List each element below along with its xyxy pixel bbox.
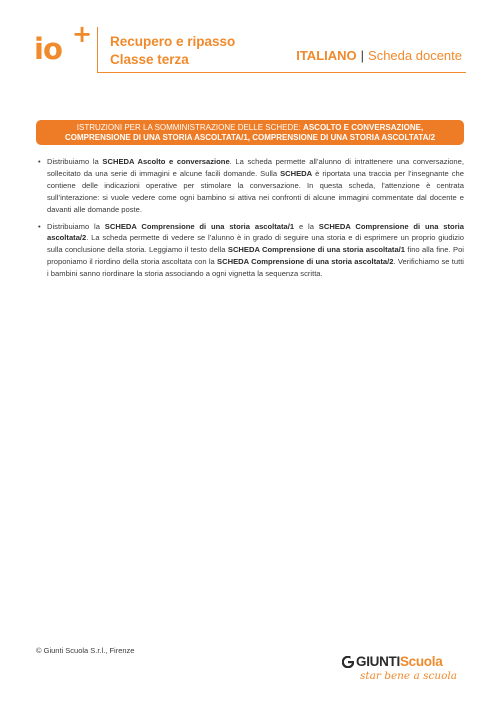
logo-text: io bbox=[34, 32, 62, 66]
text-run: . La scheda permette all’alunno di intrattenere una conversazione, sollecitato da una serie di immagini e alcune facili domande. Sulla bbox=[47, 157, 464, 178]
subject-label bbox=[296, 47, 462, 65]
brand-name-part2: Scuola bbox=[399, 654, 443, 669]
header-rule bbox=[97, 72, 466, 73]
bullet-marker: • bbox=[38, 221, 41, 231]
bullet-marker: • bbox=[38, 157, 41, 166]
io-plus-logo bbox=[34, 20, 93, 68]
text-run: Distribuiamo la bbox=[47, 157, 103, 166]
text-run: Distribuiamo la bbox=[47, 221, 105, 231]
banner-line1-bold: ASCOLTO E CONVERSAZIONE, bbox=[303, 123, 424, 132]
series-title bbox=[110, 33, 235, 69]
bullet-paragraph-1 bbox=[38, 156, 464, 216]
subject-subtitle: Scheda docente bbox=[368, 48, 462, 63]
bold-run: SCHEDA Comprensione di una storia ascoltata/1 bbox=[104, 221, 295, 231]
text-run: e la bbox=[294, 221, 319, 231]
bold-run: SCHEDA Comprensione di una storia ascoltata/1 bbox=[227, 245, 405, 255]
logo-plus: + bbox=[72, 20, 93, 48]
text-run: fino alla fine. Poi proponiamo il riordino della storia ascoltata con la bbox=[47, 245, 464, 267]
series-title-line1: Recupero e ripasso bbox=[110, 34, 236, 49]
brand-tagline: star bene a scuola bbox=[360, 670, 458, 682]
instructions-banner bbox=[36, 120, 464, 145]
subject-separator: | bbox=[360, 48, 365, 63]
brand-name bbox=[356, 654, 442, 670]
bold-run: SCHEDA Comprensione di una storia ascoltata/2 bbox=[47, 221, 464, 243]
giunti-g-icon bbox=[342, 656, 354, 668]
giunti-scuola-logo bbox=[342, 654, 458, 687]
text-run: è riportata una traccia per l’insegnante che contiene delle indicazioni operative per stimolare la conversazione. In questa scheda, l’attenzione è centrata sull’interazione: si vuole vedere come ogni bambino si attiva nei confronti di alcune immagini commentate dal docente e davanti alle domande poste. bbox=[47, 168, 465, 214]
text-run: . Verifichiamo se tutti i bambini sanno riordinare la storia associando a ogni vignetta la sequenza scritta. bbox=[47, 257, 464, 279]
banner-line2: COMPRENSIONE DI UNA STORIA ASCOLTATA/1, COMPRENSIONE DI UNA STORIA ASCOLTATA/2 bbox=[64, 133, 436, 142]
copyright-notice: © Giunti Scuola S.r.l., Firenze bbox=[36, 646, 135, 655]
banner-line1 bbox=[36, 123, 464, 133]
banner-line1-normal: ISTRUZIONI PER LA SOMMINISTRAZIONE DELLE SCHEDE: bbox=[76, 123, 304, 132]
bold-run: SCHEDA Ascolto e conversazione bbox=[102, 157, 230, 166]
text-run: . La scheda permette di vedere se l’alunno è in grado di seguire una storia e di esprimere un proprio giudizio sulla conclusione della storia. Leggiamo il testo della bbox=[47, 233, 464, 255]
instructions-body bbox=[38, 156, 464, 285]
bullet-paragraph-2 bbox=[38, 221, 464, 281]
header-vertical-divider bbox=[97, 27, 98, 73]
brand-name-part1: GIUNTI bbox=[356, 654, 400, 669]
subject-name: ITALIANO bbox=[296, 48, 357, 63]
bold-run: SCHEDA bbox=[280, 168, 313, 178]
series-title-line2: Classe terza bbox=[110, 52, 189, 67]
bold-run: SCHEDA Comprensione di una storia ascoltata/2 bbox=[217, 257, 394, 267]
